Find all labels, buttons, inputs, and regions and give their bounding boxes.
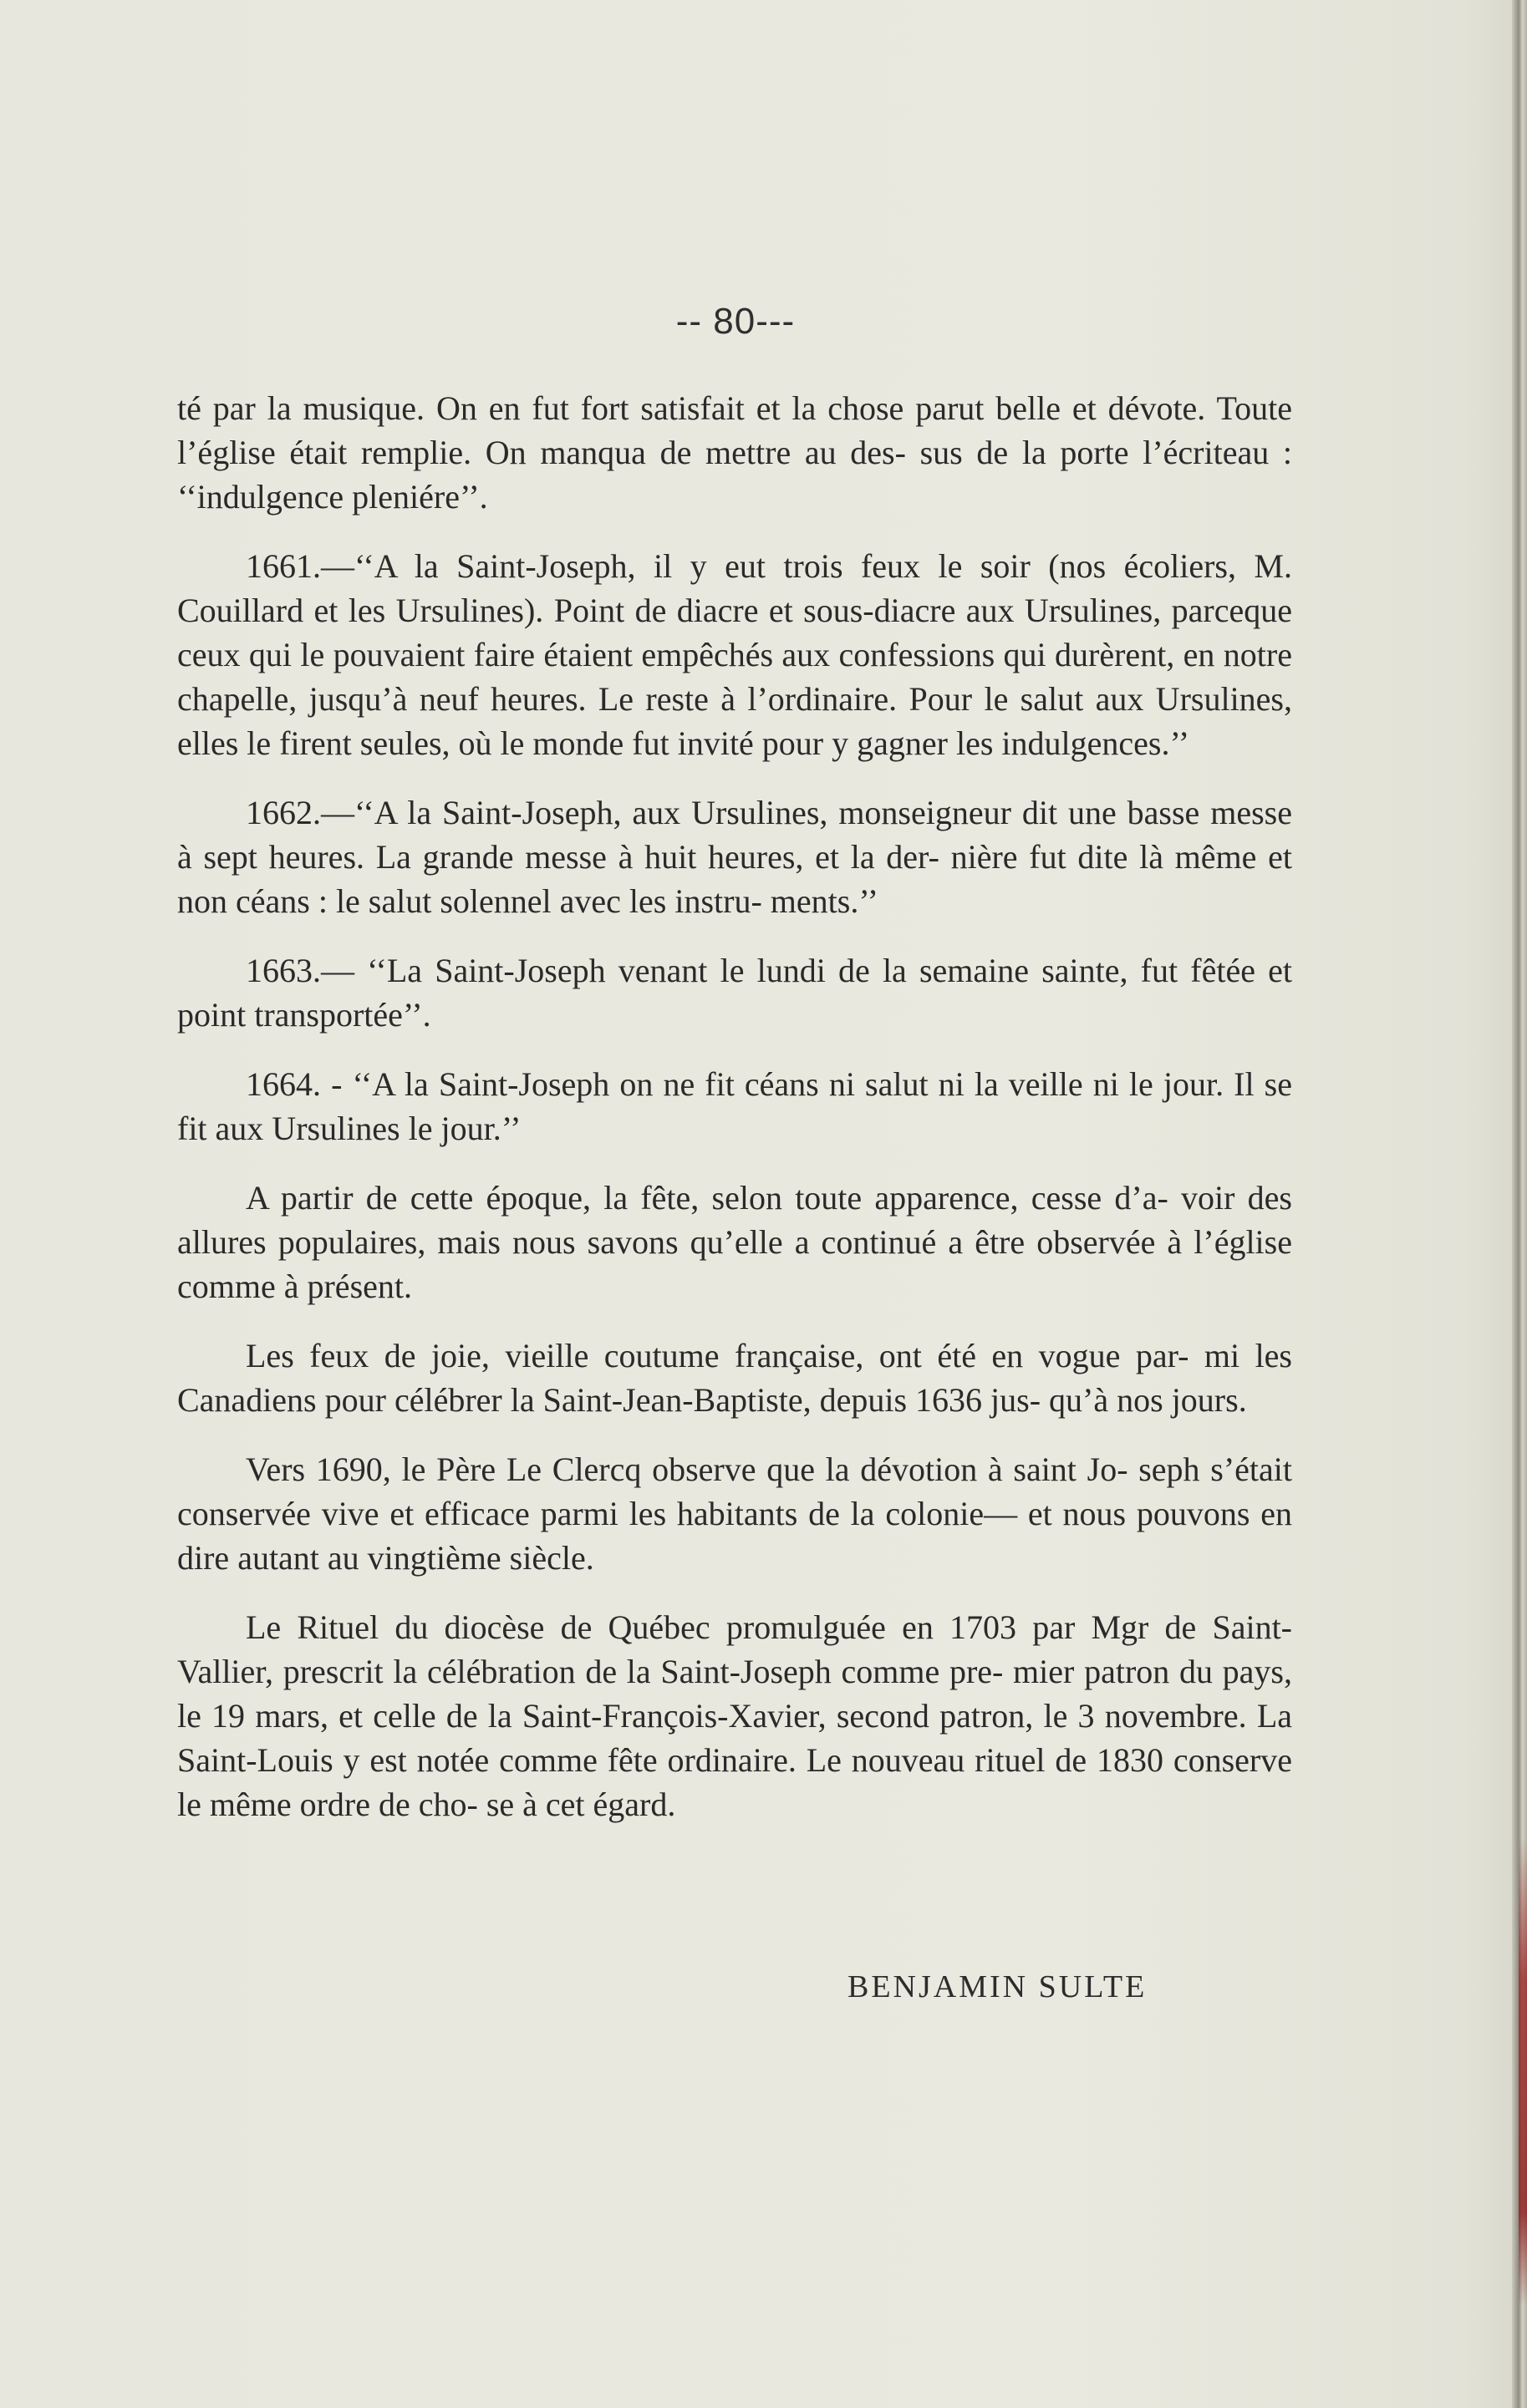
- paragraph-feux-de-joie: Les feux de joie, vieille coutume française, ont été en vogue par- mi les Canadiens pour célébrer la Saint-Jean-Baptiste, depuis 1636 jus- qu’à nos jours.: [177, 1337, 1292, 1419]
- paragraph-rituel: Le Rituel du diocèse de Québec promulguée en 1703 par Mgr de Saint-Vallier, prescrit la célébration de la Saint-Joseph comme pre- mier patron du pays, le 19 mars, et celle de la Saint-François-Xavier, second patron, le 3 novembre. La Saint-Louis y est notée comme fête ordinaire. Le nouveau rituel de 1830 conserve le même ordre de cho- se à cet égard.: [177, 1608, 1292, 1823]
- book-spine-red-mark: [1519, 1838, 1527, 2306]
- body-text: [177, 386, 1292, 1852]
- paragraph-1663: 1663.— ‘‘La Saint-Joseph venant le lundi de la semaine sainte, fut fêtée et point transportée’’.: [177, 952, 1292, 1034]
- paragraph-vers-1690: Vers 1690, le Père Le Clercq observe que la dévotion à saint Jo- seph s’était conservée vive et efficace parmi les habitants de la colonie— et nous pouvons en dire autant au vingtième siècle.: [177, 1450, 1292, 1577]
- author-signature: BENJAMIN SULTE: [847, 1969, 1148, 2004]
- paragraph-1661: 1661.—‘‘A la Saint-Joseph, il y eut trois feux le soir (nos écoliers, M. Couillard et les Ursulines). Point de diacre et sous-diacre aux Ursulines, parceque ceux qui le pouvaient faire étaient empêchés aux confessions qui durèrent, en notre chapelle, jusqu’à neuf heures. Le reste à l’ordinaire. Pour le salut aux Ursulines, elles le firent seules, où le monde fut invité pour y gagner les indulgences.’’: [177, 547, 1292, 762]
- paragraph-1664: 1664. - ‘‘A la Saint-Joseph on ne fit céans ni salut ni la veille ni le jour. Il se fit aux Ursulines le jour.’’: [177, 1065, 1292, 1147]
- paragraph-a-partir: A partir de cette époque, la fête, selon toute apparence, cesse d’a- voir des allures populaires, mais nous savons qu’elle a continué a être observée à l’église comme à présent.: [177, 1179, 1292, 1305]
- page-number: -- 80---: [675, 301, 796, 342]
- paragraph-continuation: té par la musique. On en fut fort satisfait et la chose parut belle et dévote. Toute l’église était remplie. On manqua de mettre au des- sus de la porte l’écriteau : ‘‘indulgence pleniére’’.: [177, 389, 1292, 516]
- paragraph-1662: 1662.—‘‘A la Saint-Joseph, aux Ursulines, monseigneur dit une basse messe à sept heures. La grande messe à huit heures, et la der- nière fut dite là même et non céans : le salut solennel avec les instru- ments.’’: [177, 794, 1292, 920]
